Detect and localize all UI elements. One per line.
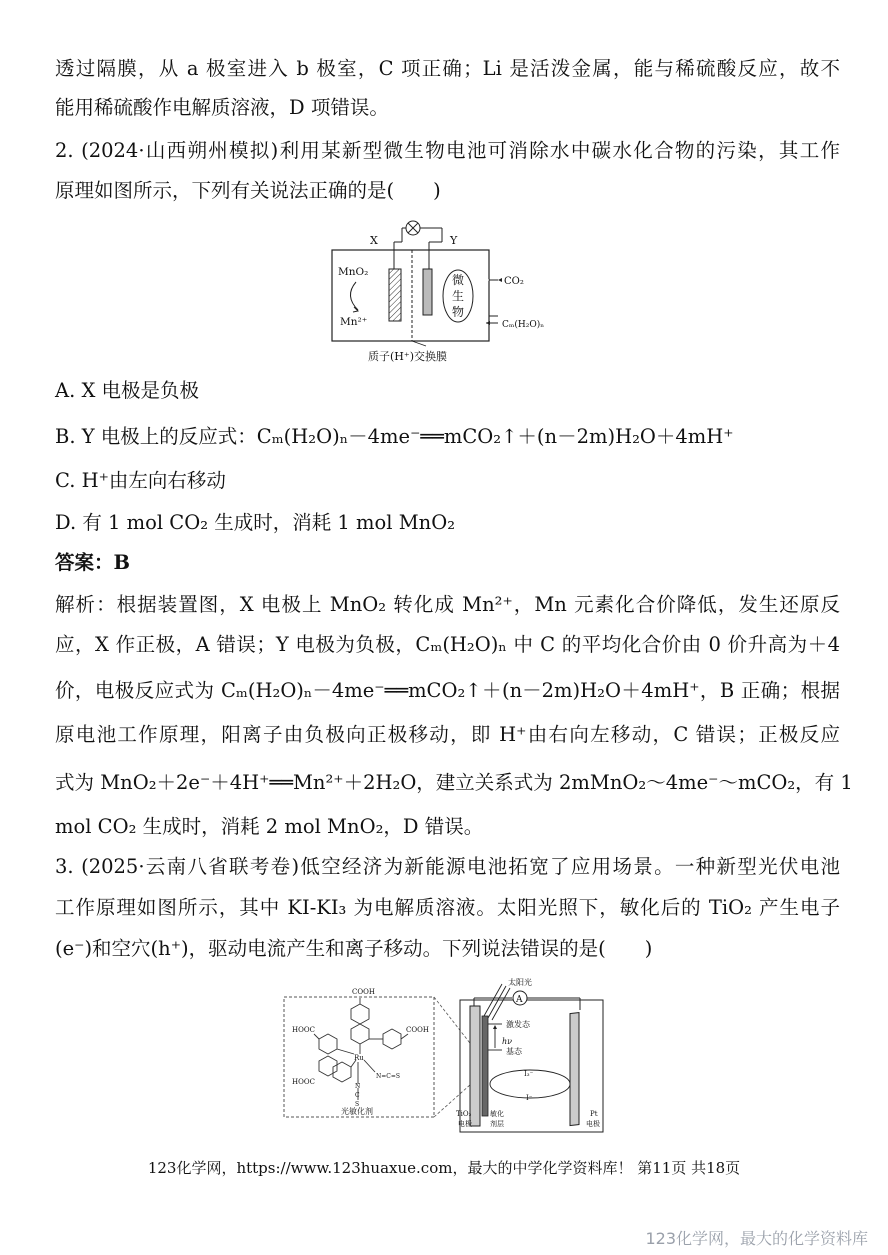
label-microbe-1: 微 [452, 273, 465, 287]
q3-stem-line-2: 工作原理如图所示，其中 KI-KI₃ 为电解质溶液。太阳光照下，敏化后的 TiO₂ 产生电子 [55, 896, 840, 919]
hooc-left: HOOC [292, 1026, 315, 1034]
q2-analysis-line-5: 式为 MnO₂＋2e⁻＋4H⁺══Mn²⁺＋2H₂O，建立关系式为 2mMnO₂～4me⁻～mCO₂，有 1 [55, 771, 853, 794]
q2-figure-caption: 质子(H⁺)交换膜 [368, 350, 447, 363]
label-mno2: MnO₂ [338, 266, 369, 278]
label-y: Y [450, 234, 458, 247]
q3-stem-line-1: 3. (2025·云南八省联考卷)低空经济为新能源电池拓宽了应用场景。一种新型光伏电池 [55, 855, 840, 878]
q2-option-d: D. 有 1 mol CO₂ 生成时，消耗 1 mol MnO₂ [55, 511, 456, 534]
tio2-label-1: TiO₂ [456, 1110, 472, 1118]
q3-stem-line-3: (e⁻)和空穴(h⁺)，驱动电流产生和离子移动。下列说法错误的是( ) [55, 937, 653, 960]
electrode-y [423, 269, 432, 315]
ru-label: Ru [354, 1054, 364, 1062]
pt-label-2: 电极 [586, 1120, 600, 1128]
i3-label: I₃⁻ [524, 1070, 534, 1078]
n-label: N [355, 1083, 361, 1090]
q2-answer: 答案：B [55, 551, 130, 574]
prev-text-line-2: 能用稀硫酸作电解质溶液，D 项错误。 [55, 96, 389, 119]
ammeter-label: A [516, 995, 523, 1005]
sunlight-label: 太阳光 [508, 978, 532, 987]
q2-stem-line-1: 2. (2024·山西朔州模拟)利用某新型微生物电池可消除水中碳水化合物的污染，其工作 [55, 139, 840, 162]
ground-label: 基态 [506, 1047, 522, 1056]
label-co2: CO₂ [504, 276, 524, 287]
electrode-x [389, 269, 401, 321]
q2-analysis-line-4: 原电池工作原理，阳离子由负极向正极移动，即 H⁺由右向左移动，C 错误；正极反应 [55, 723, 840, 746]
q3-figure [280, 976, 616, 1138]
hooc-lower: HOOC [292, 1078, 315, 1086]
q2-stem-line-2: 原理如图所示，下列有关说法正确的是( ) [55, 179, 441, 202]
hv-label: hν [502, 1037, 513, 1046]
q2-analysis-line-1: 解析：根据装置图，X 电极上 MnO₂ 转化成 Mn²⁺，Mn 元素化合价降低，发生还原反 [55, 593, 840, 616]
c-label: C [355, 1092, 360, 1099]
page-footer: 123化学网，https://www.123huaxue.com，最大的中学化学资料库！ 第11页 共18页 [147, 1159, 741, 1177]
sens-layer-label-1: 敏化 [490, 1110, 504, 1118]
pt-electrode [570, 1013, 579, 1126]
sensitizer-label: 光敏化剂 [341, 1107, 373, 1116]
ncs-right: N=C=S [376, 1073, 401, 1080]
label-cm: Cₘ(H₂O)ₙ [502, 320, 545, 330]
cooh-top: COOH [352, 988, 375, 996]
pt-label-1: Pt [590, 1110, 598, 1118]
q2-option-b: B. Y 电极上的反应式：Cₘ(H₂O)ₙ－4me⁻══mCO₂↑＋(n－2m)H₂O＋4mH⁺ [55, 425, 734, 448]
q2-option-c: C. H⁺由左向右移动 [55, 469, 226, 492]
excited-label: 激发态 [506, 1020, 530, 1029]
label-mn2: Mn²⁺ [340, 316, 368, 328]
tio2-electrode [470, 1006, 480, 1126]
label-microbe-2: 生 [452, 289, 465, 303]
prev-text-line-1: 透过隔膜，从 a 极室进入 b 极室，C 项正确；Li 是活泼金属，能与稀硫酸反应，故不 [55, 57, 840, 80]
label-x: X [370, 234, 378, 247]
q2-figure [326, 212, 548, 364]
sensitizer-layer [482, 1016, 488, 1116]
sensitizer-structure [314, 998, 408, 1100]
tio2-label-2: 电极 [458, 1120, 472, 1128]
label-microbe-3: 物 [452, 305, 465, 319]
q2-analysis-line-2: 应，X 作正极，A 错误；Y 电极为负极，Cₘ(H₂O)ₙ 中 C 的平均化合价由 0 价升高为＋4 [55, 633, 840, 656]
q2-analysis-line-6: mol CO₂ 生成时，消耗 2 mol MnO₂，D 错误。 [55, 815, 484, 838]
q2-option-a: A. X 电极是负极 [55, 379, 200, 402]
s-label: S [355, 1101, 360, 1108]
cooh-right: COOH [406, 1026, 429, 1034]
cell-container [460, 1000, 603, 1132]
q2-analysis-line-3: 价，电极反应式为 Cₘ(H₂O)ₙ－4me⁻══mCO₂↑＋(n－2m)H₂O＋4mH⁺，B 正确；根据 [55, 679, 840, 702]
i-minus-label: I⁻ [526, 1094, 533, 1102]
watermark: 123化学网，最大的化学资料库 [645, 1229, 868, 1248]
sens-layer-label-2: 剂层 [490, 1120, 504, 1128]
